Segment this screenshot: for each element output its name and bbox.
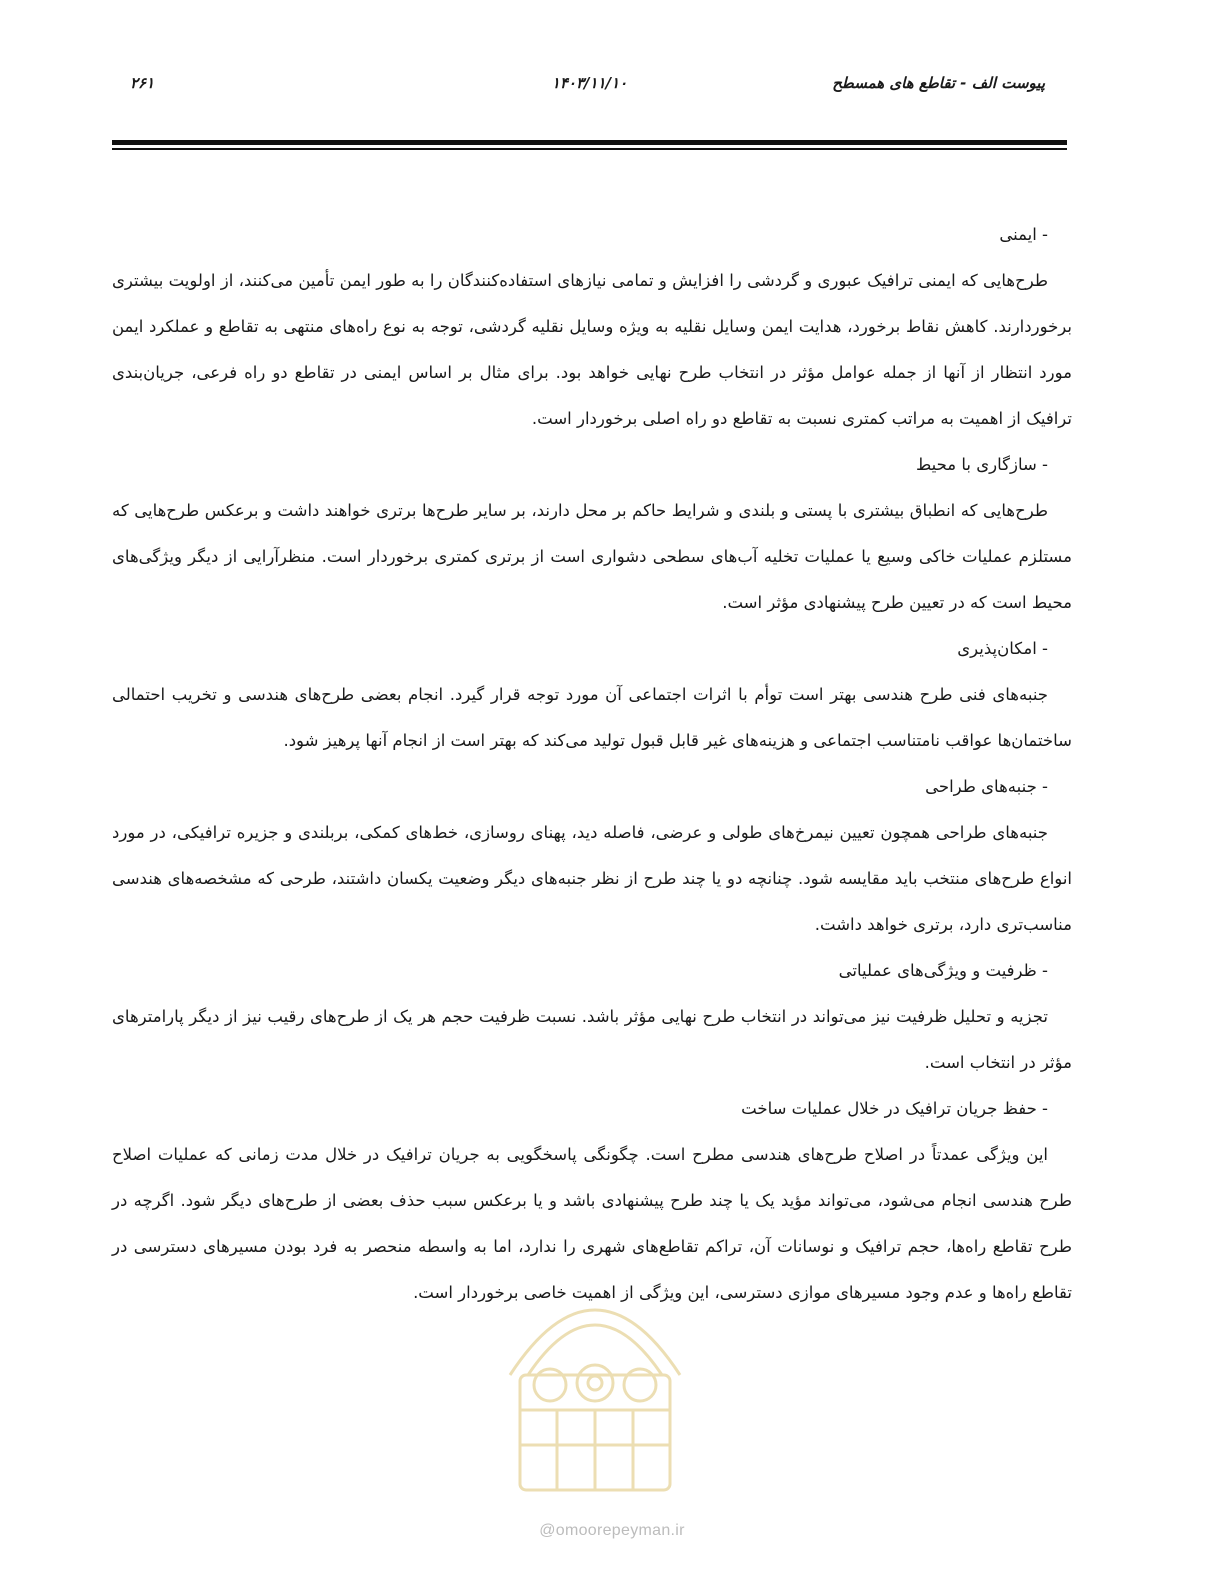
section-heading-feasibility: - امکان‌پذیری xyxy=(957,639,1048,658)
section-paragraph-safety: طرح‌هایی که ایمنی ترافیک عبوری و گردشی را افزایش و تمامی نیازهای استفاده‌کنندگان را به طور ایمن تأمین می‌کنند، از اولویت بیشتری برخوردارند. کاهش نقاط برخورد، هدایت ایمن وسایل نقلیه به ویژه وسایل نقلیه گردشی، توجه به نوع راه‌های منتهی به تقاطع و عملکرد ایمن مورد انتظار از آنها از جمله عوامل مؤثر در انتخاب طرح نهایی خواهد بود. برای مثال بر اساس ایمنی در تقاطع دو راه فرعی، جریان‌بندی ترافیک از اهمیت به مراتب کمتری نسبت به تقاطع دو راه اصلی برخوردار است. xyxy=(112,271,1072,428)
section-paragraph-environment: طرح‌هایی که انطباق بیشتری با پستی و بلندی و شرایط حاکم بر محل دارند، بر سایر طرح‌ها برتری خواهند داشت و برعکس طرح‌هایی که مستلزم عملیات خاکی وسیع یا عملیات تخلیه آب‌های سطحی دشواری است از برتری کمتری برخوردار است. منظرآرایی از دیگر ویژگی‌های محیط است که در تعیین طرح پیشنهادی مؤثر است. xyxy=(112,501,1072,612)
section-paragraph-capacity: تجزیه و تحلیل ظرفیت نیز می‌تواند در انتخاب طرح نهایی مؤثر باشد. نسبت ظرفیت حجم هر یک از طرح‌های رقیب نیز از دیگر پارامترهای مؤثر در انتخاب است. xyxy=(112,1007,1072,1072)
header-date: ۱۴۰۳/۱۱/۱۰ xyxy=(551,74,628,92)
section-heading-environment: - سازگاری با محیط xyxy=(915,455,1048,474)
section-heading-safety: - ایمنی xyxy=(999,225,1048,244)
section-paragraph-design-aspects: جنبه‌های طراحی همچون تعیین نیمرخ‌های طولی و عرضی، فاصله دید، پهنای روسازی، خط‌های کمکی، بربلندی و جزیره ترافیکی، در مورد انواع طرح‌های منتخب باید مقایسه شود. چنانچه دو یا چند طرح از نظر جنبه‌های دیگر وضعیت یکسان داشتند، طرحی که مشخصه‌های هندسی مناسب‌تری دارد، برتری خواهد داشت. xyxy=(112,823,1072,934)
section-heading-design-aspects: - جنبه‌های طراحی xyxy=(925,777,1048,796)
section-heading-traffic-during-construction: - حفظ جریان ترافیک در خلال عملیات ساخت xyxy=(741,1099,1048,1118)
section-paragraph-feasibility: جنبه‌های فنی طرح هندسی بهتر است توأم با اثرات اجتماعی آن مورد توجه قرار گیرد. انجام بعضی طرح‌های هندسی و تخریب احتمالی ساختمان‌ها عواقب نامتناسب اجتماعی و هزینه‌های غیر قابل قبول تولید می‌کند که بهتر است از انجام آنها پرهیز شود. xyxy=(112,685,1072,750)
page-number: ۲۶۱ xyxy=(130,74,155,92)
document-body xyxy=(112,212,1072,1316)
section-heading-capacity: - ظرفیت و ویژگی‌های عملیاتی xyxy=(838,961,1048,980)
header-rule-thick xyxy=(112,140,1067,145)
footer-watermark-url: @omoorepeyman.ir xyxy=(539,1522,685,1539)
section-paragraph-traffic-during-construction: این ویژگی عمدتاً در اصلاح طرح‌های هندسی مطرح است. چگونگی پاسخگویی به جریان ترافیک در خلال مدت زمانی که عملیات اصلاح طرح هندسی انجام می‌شود، می‌تواند مؤید یک یا چند طرح پیشنهادی باشد و یا برعکس سبب حذف بعضی از طرح‌های دیگر شود. اگرچه در طرح تقاطع راه‌ها، حجم ترافیک و نوسانات آن، تراکم تقاطع‌های شهری را ندارد، اما به واسطه منحصر به فرد بودن مسیرهای دسترسی در تقاطع راه‌ها و عدم وجود مسیرهای موازی دسترسی، این ویژگی از اهمیت خاصی برخوردار است. xyxy=(112,1145,1072,1302)
page-header xyxy=(112,74,1067,104)
header-rule-thin xyxy=(112,148,1067,150)
header-title: پیوست الف - تقاطع های همسطح xyxy=(832,74,1045,92)
